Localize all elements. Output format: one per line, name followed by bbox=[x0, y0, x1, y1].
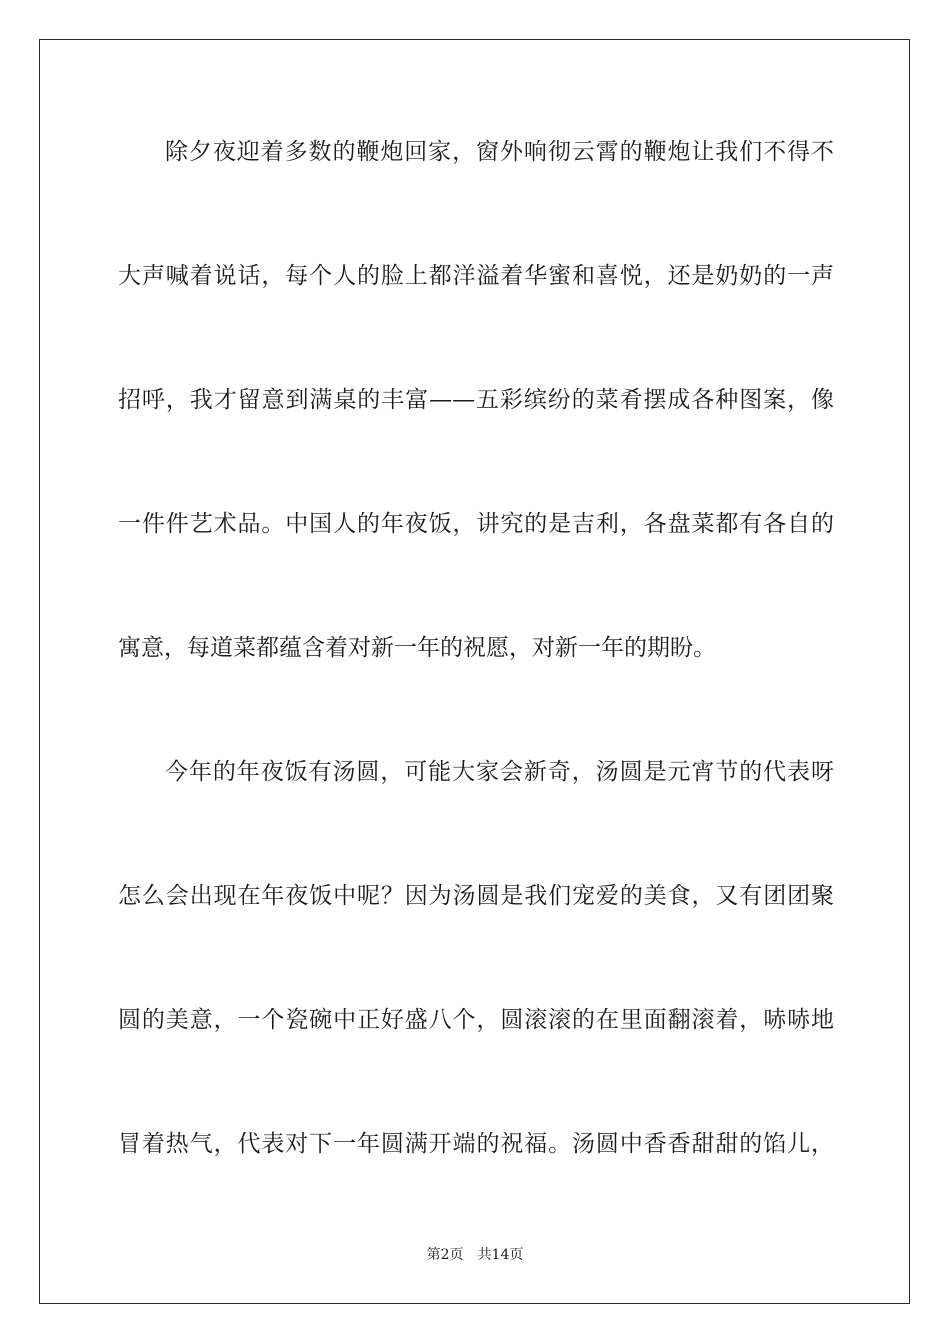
page-number: 第2页 bbox=[426, 1247, 464, 1263]
paragraph-1-line-4: 一件件艺术品。中国人的年夜饭，讲究的是吉利，各盘菜都有各自的 bbox=[118, 511, 834, 537]
paragraph-2-line-4: 冒着热气，代表对下一年圆满开端的祝福。汤圆中香香甜甜的馅儿， bbox=[118, 1131, 834, 1157]
page-border bbox=[39, 39, 910, 1304]
paragraph-2-line-3: 圆的美意，一个瓷碗中正好盛八个，圆滚滚的在里面翻滚着，哧哧地 bbox=[118, 1007, 834, 1033]
paragraph-2-line-1: 今年的年夜饭有汤圆，可能大家会新奇，汤圆是元宵节的代表呀 bbox=[165, 759, 834, 785]
paragraph-1-line-2: 大声喊着说话，每个人的脸上都洋溢着华蜜和喜悦，还是奶奶的一声 bbox=[118, 263, 834, 289]
paragraph-1-line-5: 寓意，每道菜都蕴含着对新一年的祝愿，对新一年的期盼。 bbox=[118, 635, 716, 661]
paragraph-2-line-2: 怎么会出现在年夜饭中呢？因为汤圆是我们宠爱的美食，又有团团聚 bbox=[118, 883, 834, 909]
paragraph-1-line-3: 招呼，我才留意到满桌的丰富——五彩缤纷的菜肴摆成各种图案，像 bbox=[118, 387, 834, 413]
page-footer bbox=[0, 1246, 950, 1264]
page-total: 共14页 bbox=[477, 1247, 524, 1263]
paragraph-1-line-1: 除夕夜迎着多数的鞭炮回家，窗外响彻云霄的鞭炮让我们不得不 bbox=[165, 139, 834, 165]
